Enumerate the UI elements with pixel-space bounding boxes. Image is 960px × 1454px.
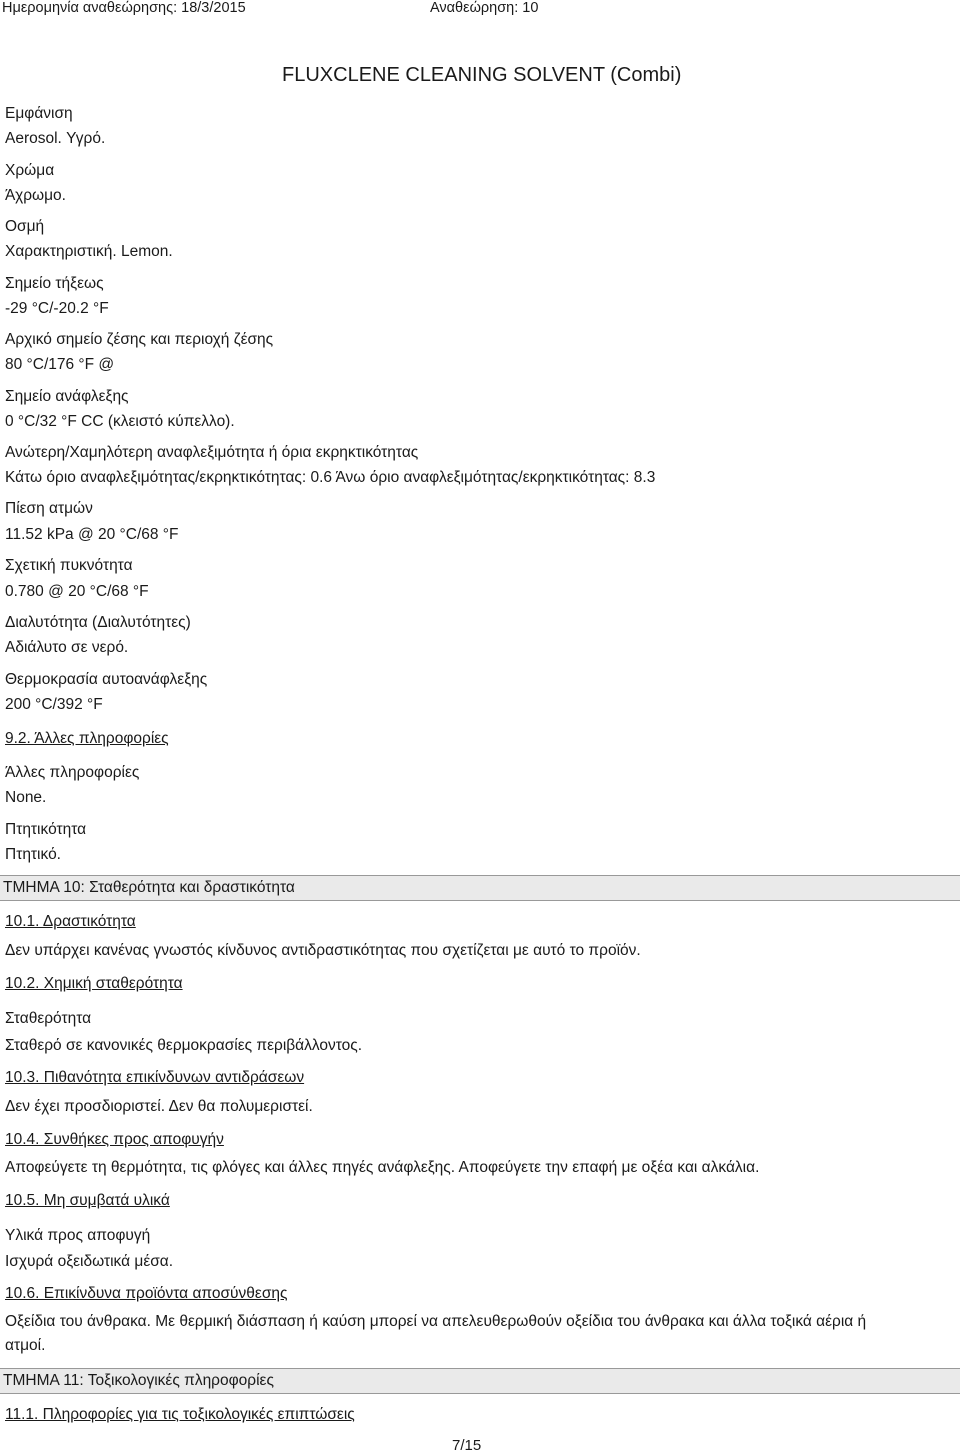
- property-value-melting-point: -29 °C/-20.2 °F: [5, 300, 109, 317]
- revision-number: Αναθεώρηση: 10: [430, 0, 539, 16]
- property-value-boiling-point: 80 °C/176 °F @: [5, 356, 115, 373]
- decomposition-products-line2: ατμοί.: [5, 1337, 46, 1354]
- property-label-appearance: Εμφάνιση: [5, 105, 73, 122]
- page-number: 7/15: [452, 1437, 482, 1454]
- volatility-value: Πτητικό.: [5, 846, 61, 863]
- property-value-color: Άχρωμο.: [5, 187, 66, 204]
- subsection-heading-10-5: 10.5. Μη συμβατά υλικά: [5, 1192, 170, 1209]
- property-value-appearance: Aerosol. Υγρό.: [5, 130, 106, 147]
- hazardous-reactions-text: Δεν έχει προσδιοριστεί. Δεν θα πολυμεριστεί.: [5, 1098, 313, 1115]
- stability-label: Σταθερότητα: [5, 1010, 92, 1027]
- section-10-title: ΤΜΗΜΑ 10: Σταθερότητα και δραστικότητα: [3, 879, 295, 896]
- property-value-vapour-pressure: 11.52 kPa @ 20 °C/68 °F: [5, 526, 179, 543]
- property-label-melting-point: Σημείο τήξεως: [5, 275, 104, 292]
- materials-to-avoid-label: Υλικά προς αποφυγή: [5, 1227, 151, 1244]
- materials-to-avoid-text: Ισχυρά οξειδωτικά μέσα.: [5, 1253, 174, 1270]
- other-info-label: Άλλες πληροφορίες: [5, 764, 140, 781]
- property-value-relative-density: 0.780 @ 20 °C/68 °F: [5, 583, 149, 600]
- section-11-title: ΤΜΗΜΑ 11: Τοξικολογικές πληροφορίες: [3, 1372, 274, 1389]
- property-label-color: Χρώμα: [5, 162, 55, 179]
- conditions-to-avoid-text: Αποφεύγετε τη θερμότητα, τις φλόγες και άλλες πηγές ανάφλεξης. Αποφεύγετε την επαφή με οξέα και αλκάλια.: [5, 1159, 760, 1176]
- property-value-odor: Χαρακτηριστική. Lemon.: [5, 243, 173, 260]
- volatility-label: Πτητικότητα: [5, 821, 87, 838]
- property-value-solubility: Αδιάλυτο σε νερό.: [5, 639, 129, 656]
- revision-date: Ημερομηνία αναθεώρησης: 18/3/2015: [2, 0, 246, 16]
- section-11-bar: [0, 1368, 960, 1394]
- property-label-vapour-pressure: Πίεση ατμών: [5, 500, 93, 517]
- subsection-heading-11-1: 11.1. Πληροφορίες για τις τοξικολογικές επιπτώσεις: [5, 1406, 355, 1423]
- property-label-boiling-point: Αρχικό σημείο ζέσης και περιοχή ζέσης: [5, 331, 274, 348]
- property-value-flammability-limits: Κάτω όριο αναφλεξιμότητας/εκρηκτικότητας: 0.6 Άνω όριο αναφλεξιμότητας/εκρηκτικότητας: 8.3: [5, 469, 656, 486]
- product-title: FLUXCLENE CLEANING SOLVENT (Combi): [282, 64, 682, 86]
- stability-text: Σταθερό σε κανονικές θερμοκρασίες περιβάλλοντος.: [5, 1037, 363, 1054]
- subsection-heading-10-3: 10.3. Πιθανότητα επικίνδυνων αντιδράσεων: [5, 1069, 305, 1086]
- property-label-flash-point: Σημείο ανάφλεξης: [5, 388, 129, 405]
- property-label-relative-density: Σχετική πυκνότητα: [5, 557, 133, 574]
- decomposition-products-line1: Οξείδια του άνθρακα. Με θερμική διάσπαση ή καύση μπορεί να απελευθερωθούν οξείδια του άνθρακα και άλλα τοξικά αέρια ή: [5, 1313, 867, 1330]
- subsection-heading-10-2: 10.2. Χημική σταθερότητα: [5, 975, 183, 992]
- other-info-value: None.: [5, 789, 47, 806]
- subsection-heading-9-2: 9.2. Άλλες πληροφορίες: [5, 730, 169, 747]
- subsection-heading-10-4: 10.4. Συνθήκες προς αποφυγήν: [5, 1131, 224, 1148]
- property-label-solubility: Διαλυτότητα (Διαλυτότητες): [5, 614, 191, 631]
- property-label-autoignition: Θερμοκρασία αυτοανάφλεξης: [5, 671, 208, 688]
- reactivity-text: Δεν υπάρχει κανένας γνωστός κίνδυνος αντιδραστικότητας που σχετίζεται με αυτό το προϊόν.: [5, 942, 641, 959]
- property-value-flash-point: 0 °C/32 °F CC (κλειστό κύπελλο).: [5, 413, 235, 430]
- subsection-heading-10-6: 10.6. Επικίνδυνα προϊόντα αποσύνθεσης: [5, 1285, 288, 1302]
- subsection-heading-10-1: 10.1. Δραστικότητα: [5, 913, 136, 930]
- property-label-flammability-limits: Ανώτερη/Χαμηλότερη αναφλεξιμότητα ή όρια εκρηκτικότητας: [5, 444, 419, 461]
- property-value-autoignition: 200 °C/392 °F: [5, 696, 103, 713]
- section-10-bar: [0, 875, 960, 901]
- property-label-odor: Οσμή: [5, 218, 45, 235]
